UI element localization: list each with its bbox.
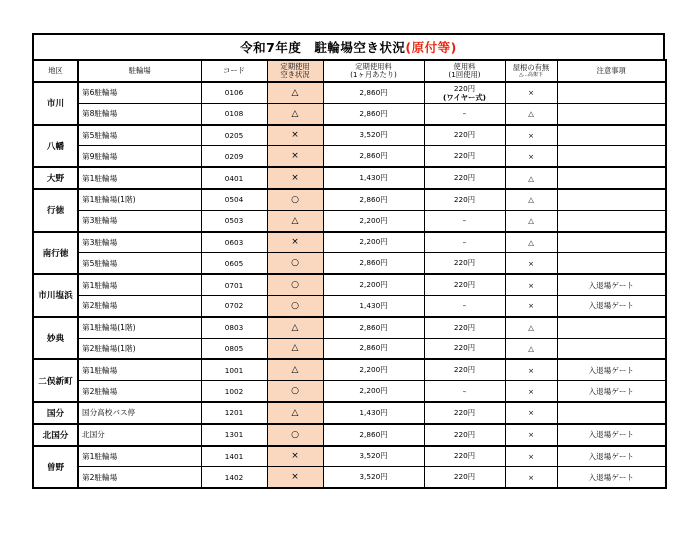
monthly-fee-cell: 1,430円: [323, 402, 424, 424]
single-fee-cell: –: [424, 295, 505, 316]
roof-cell: ×: [505, 381, 557, 402]
header-area: 地区: [33, 60, 78, 82]
code-cell: 0603: [201, 232, 267, 253]
area-cell: 南行徳: [33, 232, 78, 275]
header-status-line1: 定期使用: [280, 61, 310, 71]
area-cell: 市川塩浜: [33, 274, 78, 317]
header-roof: [505, 60, 557, 82]
monthly-fee-cell: 2,200円: [323, 359, 424, 380]
single-fee-cell: [424, 82, 505, 103]
note-cell: [557, 317, 666, 338]
single-fee-cell: 220円: [424, 359, 505, 380]
header-fee-line1: 使用料: [453, 61, 476, 71]
note-cell: [557, 402, 666, 424]
lot-name-cell: 第1駐輪場: [78, 446, 201, 467]
table-row: [33, 125, 666, 146]
lot-name-cell: 第8駐輪場: [78, 103, 201, 124]
lot-name-cell: 第9駐輪場: [78, 146, 201, 167]
single-fee-cell: 220円: [424, 338, 505, 359]
code-cell: 0401: [201, 167, 267, 189]
note-cell: 入退場ゲート: [557, 381, 666, 402]
roof-cell: ×: [505, 446, 557, 467]
header-roof-line1: 屋根の有無: [512, 62, 550, 72]
roof-cell: ×: [505, 125, 557, 146]
header-status-line2: 空き状況: [280, 70, 310, 79]
monthly-fee-cell: 2,200円: [323, 381, 424, 402]
code-cell: 0106: [201, 82, 267, 103]
table-row: [33, 295, 666, 316]
status-cell: ×: [267, 167, 323, 189]
lot-name-cell: 第2駐輪場: [78, 295, 201, 316]
code-cell: 0108: [201, 103, 267, 124]
note-cell: [557, 210, 666, 231]
monthly-fee-cell: 1,430円: [323, 295, 424, 316]
lot-name-cell: 第2駐輪場: [78, 467, 201, 488]
area-cell: 行徳: [33, 189, 78, 232]
note-cell: 入退場ゲート: [557, 359, 666, 380]
monthly-fee-cell: 2,200円: [323, 210, 424, 231]
lot-name-cell: 第1駐輪場(1階): [78, 317, 201, 338]
note-cell: 入退場ゲート: [557, 446, 666, 467]
header-note: 注意事項: [557, 60, 666, 82]
status-cell: ○: [267, 295, 323, 316]
title-main: 令和7年度 駐輪場空き状況: [240, 40, 406, 55]
area-cell: 国分: [33, 402, 78, 424]
roof-cell: △: [505, 317, 557, 338]
lot-name-cell: 第2駐輪場(1階): [78, 338, 201, 359]
single-fee-cell: –: [424, 232, 505, 253]
status-cell: ○: [267, 189, 323, 210]
note-cell: [557, 103, 666, 124]
area-cell: 八幡: [33, 125, 78, 168]
single-fee-cell: 220円: [424, 402, 505, 424]
header-monthly-fee: [323, 60, 424, 82]
header-lot: 駐輪場: [78, 60, 201, 82]
single-fee-cell: –: [424, 103, 505, 124]
header-code: コード: [201, 60, 267, 82]
status-cell: ○: [267, 381, 323, 402]
status-cell: ○: [267, 253, 323, 274]
roof-cell: ×: [505, 424, 557, 446]
lot-name-cell: 第6駐輪場: [78, 82, 201, 103]
status-cell: △: [267, 402, 323, 424]
lot-name-cell: 北国分: [78, 424, 201, 446]
table-row: [33, 210, 666, 231]
monthly-fee-cell: 2,860円: [323, 338, 424, 359]
roof-cell: △: [505, 189, 557, 210]
single-fee-cell: 220円: [424, 274, 505, 295]
code-cell: 0205: [201, 125, 267, 146]
page-title: [32, 33, 665, 59]
code-cell: 1001: [201, 359, 267, 380]
note-cell: 入退場ゲート: [557, 467, 666, 488]
area-cell: 妙典: [33, 317, 78, 360]
single-fee-cell: –: [424, 210, 505, 231]
code-cell: 0701: [201, 274, 267, 295]
status-cell: ×: [267, 146, 323, 167]
roof-cell: ×: [505, 402, 557, 424]
single-fee-cell: 220円: [424, 424, 505, 446]
single-fee-cell: 220円: [424, 189, 505, 210]
code-cell: 1402: [201, 467, 267, 488]
lot-name-cell: 第5駐輪場: [78, 125, 201, 146]
code-cell: 1401: [201, 446, 267, 467]
lot-name-cell: 第3駐輪場: [78, 232, 201, 253]
header-status: [267, 60, 323, 82]
monthly-fee-cell: 3,520円: [323, 467, 424, 488]
roof-cell: △: [505, 167, 557, 189]
note-cell: [557, 82, 666, 103]
status-cell: ×: [267, 446, 323, 467]
header-row: [33, 60, 666, 82]
code-cell: 0503: [201, 210, 267, 231]
status-cell: ×: [267, 232, 323, 253]
header-monthly-line2: (1ヶ月あたり): [350, 70, 397, 79]
lot-name-cell: 第3駐輪場: [78, 210, 201, 231]
monthly-fee-cell: 3,520円: [323, 446, 424, 467]
single-fee-value: 220円: [453, 83, 476, 93]
note-cell: [557, 338, 666, 359]
single-fee-cell: 220円: [424, 467, 505, 488]
area-cell: 曽野: [33, 446, 78, 489]
code-cell: 0702: [201, 295, 267, 316]
monthly-fee-cell: 2,200円: [323, 232, 424, 253]
title-highlight: (原付等): [405, 40, 457, 55]
table-row: [33, 82, 666, 103]
monthly-fee-cell: 2,860円: [323, 424, 424, 446]
note-cell: [557, 167, 666, 189]
roof-cell: △: [505, 210, 557, 231]
lot-name-cell: 第5駐輪場: [78, 253, 201, 274]
table-row: [33, 446, 666, 467]
code-cell: 0803: [201, 317, 267, 338]
table-row: [33, 274, 666, 295]
status-cell: △: [267, 338, 323, 359]
code-cell: 0209: [201, 146, 267, 167]
status-cell: ×: [267, 125, 323, 146]
table-row: [33, 381, 666, 402]
status-cell: △: [267, 210, 323, 231]
note-cell: [557, 253, 666, 274]
table-row: [33, 103, 666, 124]
roof-cell: ×: [505, 274, 557, 295]
table-row: [33, 232, 666, 253]
table-row: [33, 467, 666, 488]
code-cell: 0605: [201, 253, 267, 274]
lot-name-cell: 第1駐輪場(1階): [78, 189, 201, 210]
single-fee-type: (ワイヤー式): [443, 92, 486, 102]
monthly-fee-cell: 2,860円: [323, 189, 424, 210]
table-row: [33, 338, 666, 359]
note-cell: [557, 232, 666, 253]
single-fee-cell: 220円: [424, 167, 505, 189]
code-cell: 0805: [201, 338, 267, 359]
roof-cell: ×: [505, 467, 557, 488]
note-cell: [557, 146, 666, 167]
area-cell: 市川: [33, 82, 78, 125]
table-row: [33, 359, 666, 380]
roof-cell: △: [505, 103, 557, 124]
table-row: [33, 317, 666, 338]
table-row: [33, 167, 666, 189]
header-single-fee: [424, 60, 505, 82]
monthly-fee-cell: 2,200円: [323, 274, 424, 295]
status-cell: ×: [267, 467, 323, 488]
roof-cell: ×: [505, 359, 557, 380]
single-fee-cell: –: [424, 381, 505, 402]
monthly-fee-cell: 3,520円: [323, 125, 424, 146]
code-cell: 1201: [201, 402, 267, 424]
code-cell: 1002: [201, 381, 267, 402]
area-cell: 北国分: [33, 424, 78, 446]
note-cell: [557, 189, 666, 210]
roof-cell: ×: [505, 295, 557, 316]
monthly-fee-cell: 2,860円: [323, 317, 424, 338]
table-body: [33, 82, 666, 488]
table-row: [33, 189, 666, 210]
header-roof-line2: △…高架下: [519, 72, 543, 79]
monthly-fee-cell: 1,430円: [323, 167, 424, 189]
header-monthly-line1: 定期使用料: [355, 61, 392, 71]
monthly-fee-cell: 2,860円: [323, 253, 424, 274]
table-row: [33, 146, 666, 167]
note-cell: 入退場ゲート: [557, 424, 666, 446]
status-cell: ○: [267, 424, 323, 446]
table-row: [33, 253, 666, 274]
roof-cell: △: [505, 338, 557, 359]
area-cell: 大野: [33, 167, 78, 189]
note-cell: 入退場ゲート: [557, 295, 666, 316]
status-cell: △: [267, 359, 323, 380]
availability-table: [32, 59, 667, 489]
status-cell: △: [267, 103, 323, 124]
single-fee-cell: 220円: [424, 125, 505, 146]
monthly-fee-cell: 2,860円: [323, 146, 424, 167]
single-fee-cell: 220円: [424, 146, 505, 167]
note-cell: 入退場ゲート: [557, 274, 666, 295]
roof-cell: ×: [505, 82, 557, 103]
lot-name-cell: 第1駐輪場: [78, 359, 201, 380]
status-cell: ○: [267, 274, 323, 295]
lot-name-cell: 第1駐輪場: [78, 167, 201, 189]
table-row: [33, 424, 666, 446]
roof-cell: ×: [505, 146, 557, 167]
header-fee-line2: (1回使用): [448, 70, 481, 79]
status-cell: △: [267, 82, 323, 103]
lot-name-cell: 国分高校バス停: [78, 402, 201, 424]
availability-sheet: [32, 33, 665, 489]
monthly-fee-cell: 2,860円: [323, 82, 424, 103]
single-fee-cell: 220円: [424, 253, 505, 274]
code-cell: 0504: [201, 189, 267, 210]
single-fee-cell: 220円: [424, 317, 505, 338]
roof-cell: ×: [505, 253, 557, 274]
table-row: [33, 402, 666, 424]
code-cell: 1301: [201, 424, 267, 446]
single-fee-cell: 220円: [424, 446, 505, 467]
monthly-fee-cell: 2,860円: [323, 103, 424, 124]
note-cell: [557, 125, 666, 146]
lot-name-cell: 第2駐輪場: [78, 381, 201, 402]
status-cell: △: [267, 317, 323, 338]
area-cell: 二俣新町: [33, 359, 78, 402]
roof-cell: △: [505, 232, 557, 253]
lot-name-cell: 第1駐輪場: [78, 274, 201, 295]
